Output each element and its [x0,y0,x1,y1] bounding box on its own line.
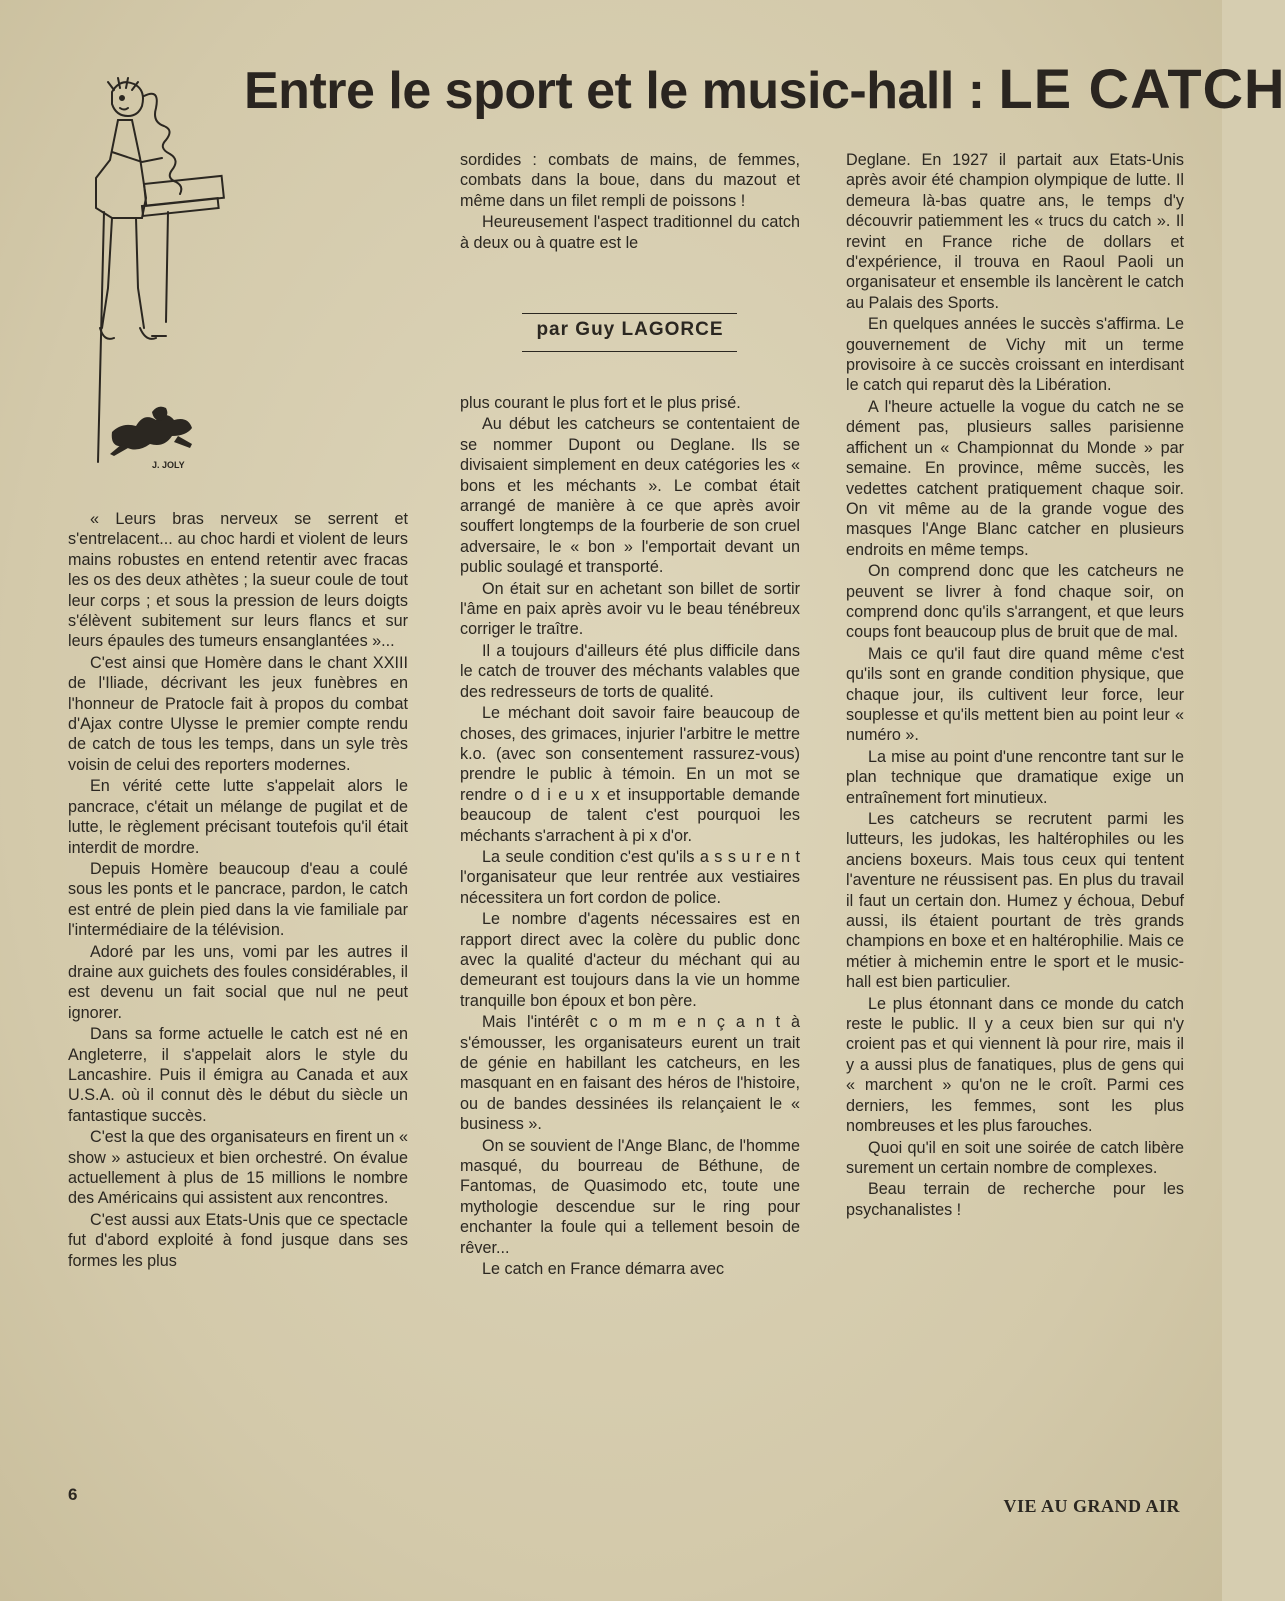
paragraph: Heureusement l'aspect traditionnel du catch à deux ou à quatre est le [460,213,800,252]
page-number: 6 [68,1485,78,1504]
paragraph: Le catch en France démarra avec [482,1260,725,1279]
paragraph: La seule condition c'est qu'ils a s s u r e n t l'organisateur que leur rentrée aux vestiaires nécessitera un fort cordon de police. [460,847,800,907]
byline-rule-bottom [522,351,737,352]
paragraph: « Leurs bras nerveux se serrent et s'entrelacent... au choc hardi et violent de leurs mains robustes en entend retentir avec fracas les os des deux athètes ; la sueur coule de tout leur corps ; et sous la pression de leurs doigts s'élèvent subitement sur leurs flancs et sur leurs épaules des tumeurs ensanglantées »... [68,510,408,651]
paragraph: En quelques années le succès s'affirma. Le gouvernement de Vichy mit un terme provisoire à ce succès croissant en interdisant le catch qui reparut dès la Libération. [846,315,1184,395]
paragraph: Adoré par les uns, vomi par les autres il draine aux guichets des foules considérables, il est devenu un fait social que nul ne peut ignorer. [68,942,408,1022]
paragraph: A l'heure actuelle la vogue du catch ne se dément pas, plusieurs salles parisienne affichent un « Championnat du Monde » par semaine. En province, même succès, les vedettes catchent pratiquement chaque soir. On vit même au de la grande vogue des masques l'Ange Blanc catcher en plusieurs endroits en même temps. [846,397,1184,559]
magazine-name: VIE AU GRAND AIR [1003,1496,1180,1516]
paragraph: Le plus étonnant dans ce monde du catch reste le public. Il y a ceux bien sur qui n'y croient pas et qui viennent là pour rire, mais il y a aussi plus de fanatiques, plus de gens qui « marchent » qu'on ne le croît. Parmi ces derniers, les femmes, sont les plus nombreuses et les plus farouches. [846,994,1184,1136]
paragraph: Mais ce qu'il faut dire quand même c'est qu'ils sont en grande condition physique, que chaque jour, ils cultivent leur force, leur souplesse et qu'ils mettent bien au point leur « numéro ». [846,644,1184,745]
title-lead: Entre le sport et le music-hall : [244,62,999,120]
paragraph: On comprend donc que les catcheurs ne peuvent se livrer à fond chaque soir, on comprend donc qu'ils s'arrangent, et que leurs coups font beaucoup plus de bruit que de mal. [846,562,1184,642]
cartoon-illustration [82,72,242,484]
paragraph: C'est la que des organisateurs en firent un « show » astucieux et bien orchestré. On évalue actuellement à plus de 15 millions le nombre des Américains qui assistent aux rencontres. [68,1128,408,1208]
column-3 [846,150,1184,1220]
title-catch: LE CATCH [998,57,1285,120]
paragraph: C'est aussi aux Etats-Unis que ce spectacle fut d'abord exploité à fond jusque dans ses formes les plus [68,1210,408,1270]
paragraph: C'est ainsi que Homère dans le chant XXIII de l'Iliade, décrivant les jeux funèbres en l'honneur de Pratocle fait à propos du combat d'Ajax contre Ulysse le premier compte rendu de catch de tous les temps, dans un syle très voisin de celui des reporters modernes. [68,653,408,774]
paragraph: En vérité cette lutte s'appelait alors le pancrace, c'était un mélange de pugilat et de lutte, le règlement précisant toutefois qu'il était interdit de mordre. [68,777,408,857]
illustration-signature: J. JOLY [152,460,185,470]
paragraph: Beau terrain de recherche pour les psychanalistes ! [846,1180,1184,1219]
paragraph: Au début les catcheurs se contentaient de se nommer Dupont ou Deglane. Ils se divisaient simplement en deux catégories les « bons et les méchants ». Le combat était arrangé de manière à ce que après avoir souffert longtemps de la fourberie de son cruel adversaire, le « bon » l'emportait devant un public soulagé et transporté. [460,415,800,577]
paragraph: La mise au point d'une rencontre tant sur le plan technique que dramatique exige un entraînement fort minutieux. [846,747,1184,807]
column-1 [68,509,408,1271]
paragraph: Dans sa forme actuelle le catch est né en Angleterre, il s'appelait alors le style du Lancashire. Puis il émigra au Canada et aux U.S.A. où il connut dès le début du siècle un fantastique succès. [68,1025,408,1125]
paragraph: Il a toujours d'ailleurs été plus difficile dans le catch de trouver des méchants valables que des redresseurs de torts de qualité. [460,641,800,701]
paragraph: On se souvient de l'Ange Blanc, de l'homme masqué, du bourreau de Béthune, de Fantomas, de Quasimodo etc, toute une mythologie descendue sur le ring pour enchanter la foule qui a tellement besoin de rêver... [460,1136,800,1257]
paragraph: On était sur en achetant son billet de sortir l'âme en paix après avoir vu le beau ténébreux corriger le traître. [460,579,800,639]
byline-rule-top [522,313,737,314]
paragraph: Le nombre d'agents nécessaires est en rapport direct avec la colère du public donc avec la qualité d'acteur du méchant qui au demeurant est toujours dans la vie un homme tranquille bon époux et bon père. [460,910,800,1010]
column-2-top [460,150,800,253]
column-2-bottom [460,393,800,1279]
paragraph: Depuis Homère beaucoup d'eau a coulé sous les ponts et le pancrace, pardon, le catch est entré de plein pied dans la vie familiale par l'intermédiaire de la télévision. [68,859,408,940]
paragraph: plus courant le plus fort et le plus prisé. [460,394,741,412]
article-title [244,56,1285,134]
paragraph: Mais l'intérêt c o m m e n ç a n t à s'émousser, les organisateurs eurent un trait de génie en habillant les catcheurs, en les masquant en en faisant des héros de l'histoire, ou de bandes dessinées ils relançaient le « business ». [460,1013,800,1134]
paragraph: Le méchant doit savoir faire beaucoup de choses, des grimaces, injurier l'arbitre le mettre k.o. (avec son consentement rassurez-vous) prendre le public à témoin. En un mot se rendre o d i e u x et insupportable demande beaucoup de talent c'est pourquoi les méchants s'arrachent à pi x d'or. [460,704,800,845]
paragraph: Quoi qu'il en soit une soirée de catch libère surement un certain nombre de complexes. [846,1138,1184,1177]
paragraph: Les catcheurs se recrutent parmi les lutteurs, les judokas, les haltérophiles ou les anciens boxeurs. Mais tous ceux qui tentent l'aventure ne réussisent pas. En plus du travail il faut un certain don. Humez y échoua, Debuf aussi, ils étaient pourtant de très grands champions en boxe et en haltérophilie. Mais ce métier à michemin entre le sport et le music-hall est bien particulier. [846,810,1184,992]
paragraph: Deglane. En 1927 il partait aux Etats-Unis après avoir été champion olympique de lutte. Il demeura là-bas quatre ans, le temps d'y découvrir patiemment les « trucs du catch ». Il revint en France riche de dollars et d'expérience, il trouva en Raoul Paoli un organisateur et ensemble ils lancèrent le catch au Palais des Sports. [846,151,1184,312]
paragraph: sordides : combats de mains, de femmes, combats dans la boue, dans du mazout et même dans un filet rempli de poissons ! [460,151,800,210]
byline: par Guy LAGORCE [536,319,724,340]
